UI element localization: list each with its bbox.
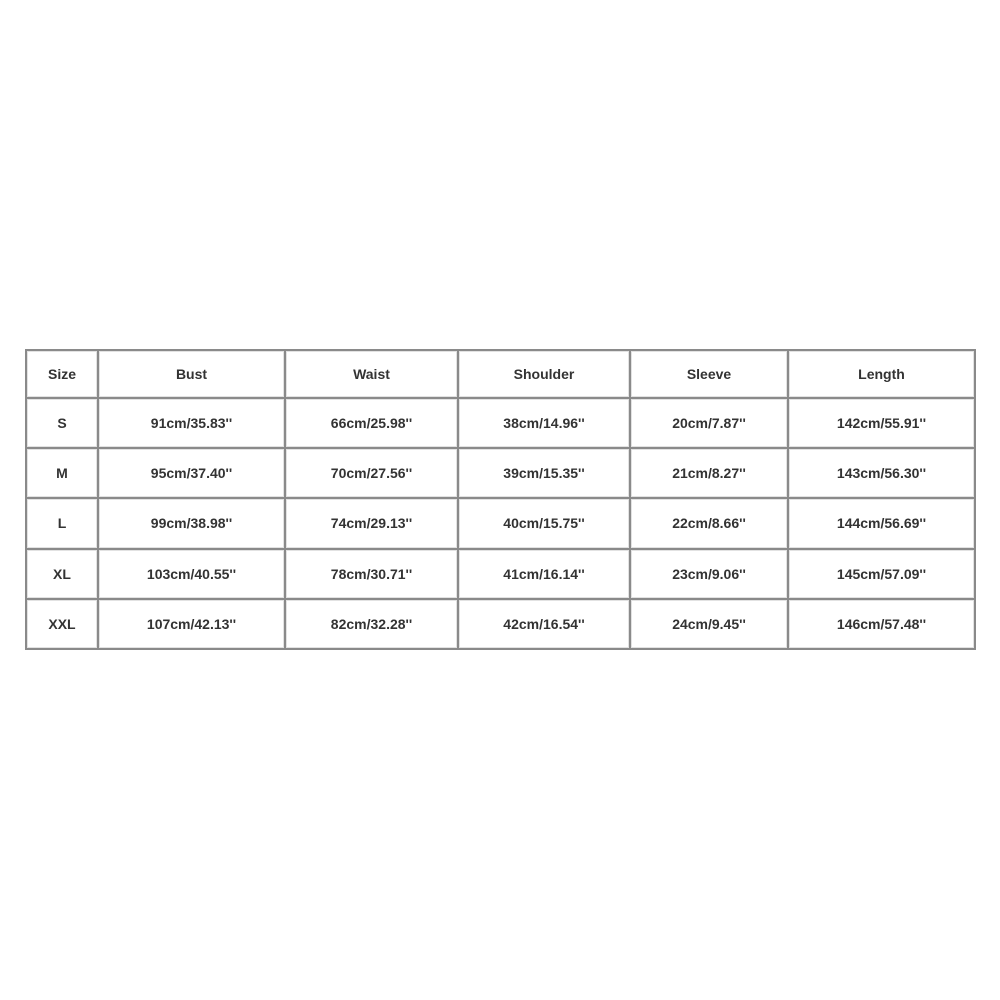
table-row <box>26 599 975 649</box>
table-row <box>26 498 975 548</box>
cell-shoulder: 38cm/14.96'' <box>458 398 630 448</box>
cell-bust: 99cm/38.98'' <box>98 498 285 548</box>
cell-bust: 95cm/37.40'' <box>98 448 285 498</box>
cell-bust: 103cm/40.55'' <box>98 549 285 599</box>
size-chart-table <box>25 349 976 650</box>
header-length: Length <box>788 350 975 398</box>
cell-size: S <box>26 398 98 448</box>
cell-bust: 107cm/42.13'' <box>98 599 285 649</box>
cell-sleeve: 24cm/9.45'' <box>630 599 788 649</box>
table-row <box>26 448 975 498</box>
header-bust: Bust <box>98 350 285 398</box>
header-sleeve: Sleeve <box>630 350 788 398</box>
cell-waist: 70cm/27.56'' <box>285 448 458 498</box>
cell-bust: 91cm/35.83'' <box>98 398 285 448</box>
cell-waist: 66cm/25.98'' <box>285 398 458 448</box>
cell-shoulder: 41cm/16.14'' <box>458 549 630 599</box>
cell-length: 144cm/56.69'' <box>788 498 975 548</box>
cell-sleeve: 22cm/8.66'' <box>630 498 788 548</box>
table-row <box>26 549 975 599</box>
header-shoulder: Shoulder <box>458 350 630 398</box>
cell-shoulder: 40cm/15.75'' <box>458 498 630 548</box>
cell-sleeve: 21cm/8.27'' <box>630 448 788 498</box>
cell-sleeve: 20cm/7.87'' <box>630 398 788 448</box>
cell-waist: 78cm/30.71'' <box>285 549 458 599</box>
cell-waist: 82cm/32.28'' <box>285 599 458 649</box>
cell-size: XXL <box>26 599 98 649</box>
cell-length: 143cm/56.30'' <box>788 448 975 498</box>
cell-length: 146cm/57.48'' <box>788 599 975 649</box>
cell-length: 145cm/57.09'' <box>788 549 975 599</box>
header-row <box>26 350 975 398</box>
cell-size: XL <box>26 549 98 599</box>
cell-length: 142cm/55.91'' <box>788 398 975 448</box>
cell-sleeve: 23cm/9.06'' <box>630 549 788 599</box>
cell-waist: 74cm/29.13'' <box>285 498 458 548</box>
header-waist: Waist <box>285 350 458 398</box>
cell-shoulder: 39cm/15.35'' <box>458 448 630 498</box>
cell-size: L <box>26 498 98 548</box>
table-row <box>26 398 975 448</box>
header-size: Size <box>26 350 98 398</box>
cell-size: M <box>26 448 98 498</box>
cell-shoulder: 42cm/16.54'' <box>458 599 630 649</box>
